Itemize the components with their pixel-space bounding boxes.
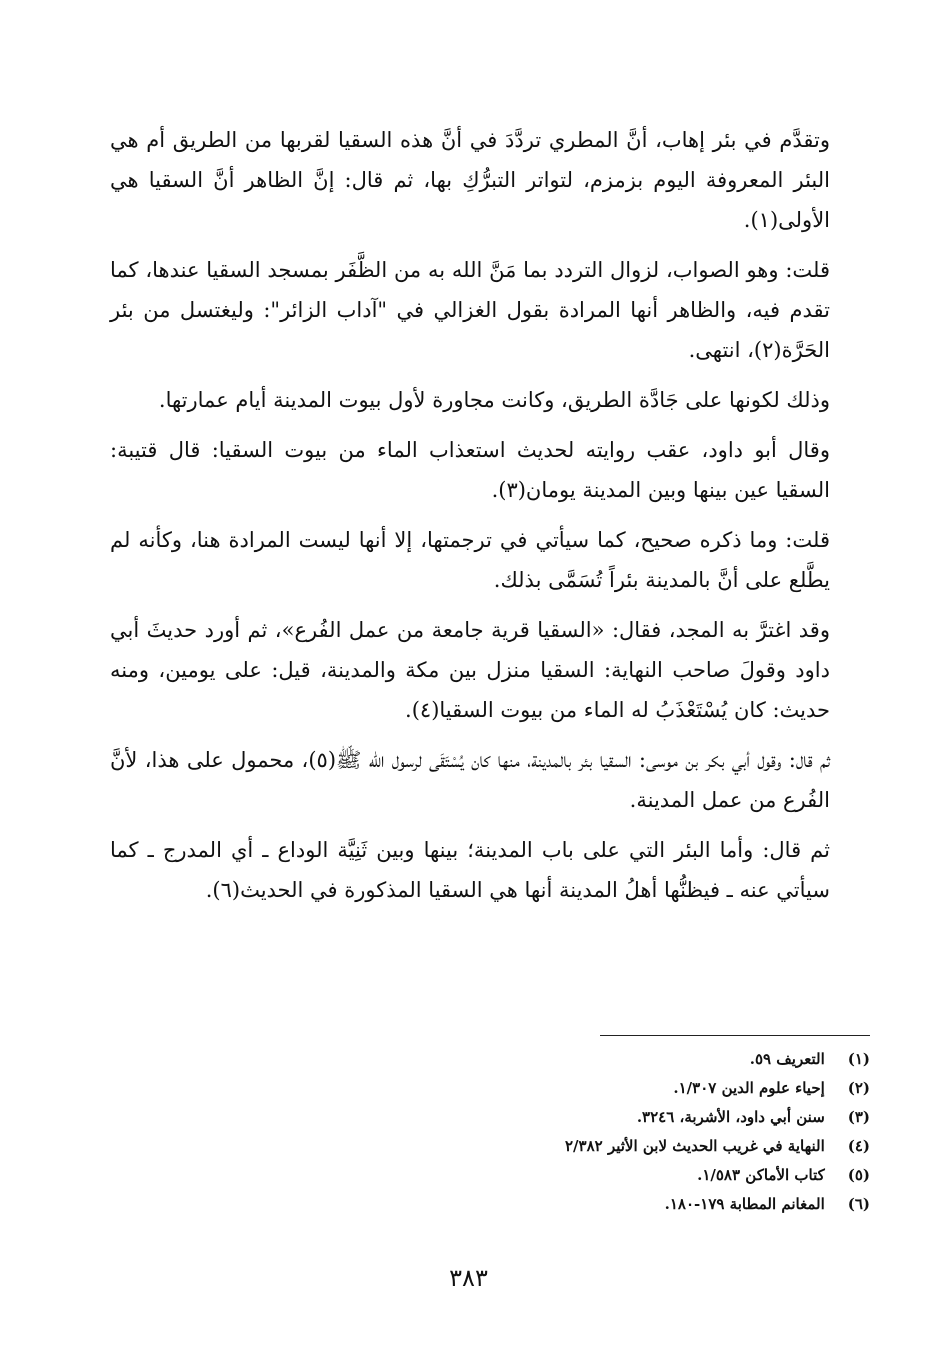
footnote-item [430, 1045, 870, 1074]
footnote-text: سنن أبي داود، الأشربة، ٣٢٤٦. [636, 1108, 825, 1126]
footnote-number: (٥) [847, 1166, 870, 1184]
page-number: ٣٨٣ [449, 1264, 488, 1292]
footnote-text: التعريف ٥٩. [749, 1050, 825, 1068]
footnote-text: إحياء علوم الدين ١/٣٠٧. [673, 1079, 825, 1097]
footnote-divider [600, 1035, 870, 1036]
paragraph: ثم قال: وقول أبي بكر بن موسى: السقيا بئر بالمدينة، منها كان يُسْتَقَى لرسول الله ﷺ(٥)، محمول على هذا، لأنَّ الفُرع من عمل المدينة. [110, 748, 830, 812]
footnote-item [430, 1074, 870, 1103]
paragraph: قلت: وهو الصواب، لزوال التردد بما مَنَّ الله به من الظَّفَر بمسجد السقيا عندها، كما تقدم فيه، والظاهر أنها المرادة بقول الغزالي في "آداب الزائر": وليغتسل من بئر الحَرَّة(٢)، انتهى. [110, 258, 830, 362]
footnote-number: (٤) [847, 1137, 870, 1155]
footnote-number: (٣) [847, 1108, 870, 1126]
footnote-text: كتاب الأماكن ١/٥٨٣. [697, 1166, 825, 1184]
footnote-number: (٢) [847, 1079, 870, 1097]
footnote-item [430, 1190, 870, 1219]
footnote-item [430, 1161, 870, 1190]
paragraph: وتقدَّم في بئر إهاب، أنَّ المطري تردَّدَ في أنَّ هذه السقيا لقربها من الطريق أم هي البئر المعروفة اليوم بزمزم، لتواتر التبرُّكِ بها، ثم قال: إنَّ الظاهر أنَّ السقيا هي الأولى(١). [110, 128, 830, 232]
footnote-number: (٦) [847, 1195, 870, 1213]
footnotes [430, 1045, 870, 1219]
paragraph: ثم قال: وأما البئر التي على باب المدينة؛ بينها وبين ثَنِيَّة الوداع ـ أي المدرج ـ كما سيأتي عنه ـ فيظنُّها أهلُ المدينة أنها هي السقيا المذكورة في الحديث(٦). [110, 838, 830, 902]
footnote-number: (١) [847, 1050, 870, 1068]
footnote-text: المغانم المطابة ١٧٩-١٨٠. [664, 1195, 825, 1213]
main-text [110, 120, 830, 920]
paragraph: قلت: وما ذكره صحيح، كما سيأتي في ترجمتها، إلا أنها ليست المرادة هنا، وكأنه لم يطَّلع على أنَّ بالمدينة بئراً تُسَمَّى بذلك. [110, 528, 830, 592]
footnote-item [430, 1103, 870, 1132]
paragraph: وقد اغترَّ به المجد، فقال: «السقيا قرية جامعة من عمل الفُرع»، ثم أورد حديثَ أبي داود وقولَ صاحب النهاية: السقيا منزل بين مكة والمدينة، قيل: على يومين، ومنه حديث: كان يُسْتَعْذَبُ له الماء من بيوت السقيا(٤). [110, 618, 830, 722]
footnote-text: النهاية في غريب الحديث لابن الأثير ٢/٣٨٢ [565, 1137, 825, 1155]
paragraph: وقال أبو داود، عقب روايته لحديث استعذاب الماء من بيوت السقيا: قال قتيبة: السقيا عين بينها وبين المدينة يومان(٣). [110, 438, 830, 502]
footnote-item [430, 1132, 870, 1161]
paragraph: وذلك لكونها على جَادَّة الطريق، وكانت مجاورة لأول بيوت المدينة أيام عمارتها. [158, 388, 830, 412]
